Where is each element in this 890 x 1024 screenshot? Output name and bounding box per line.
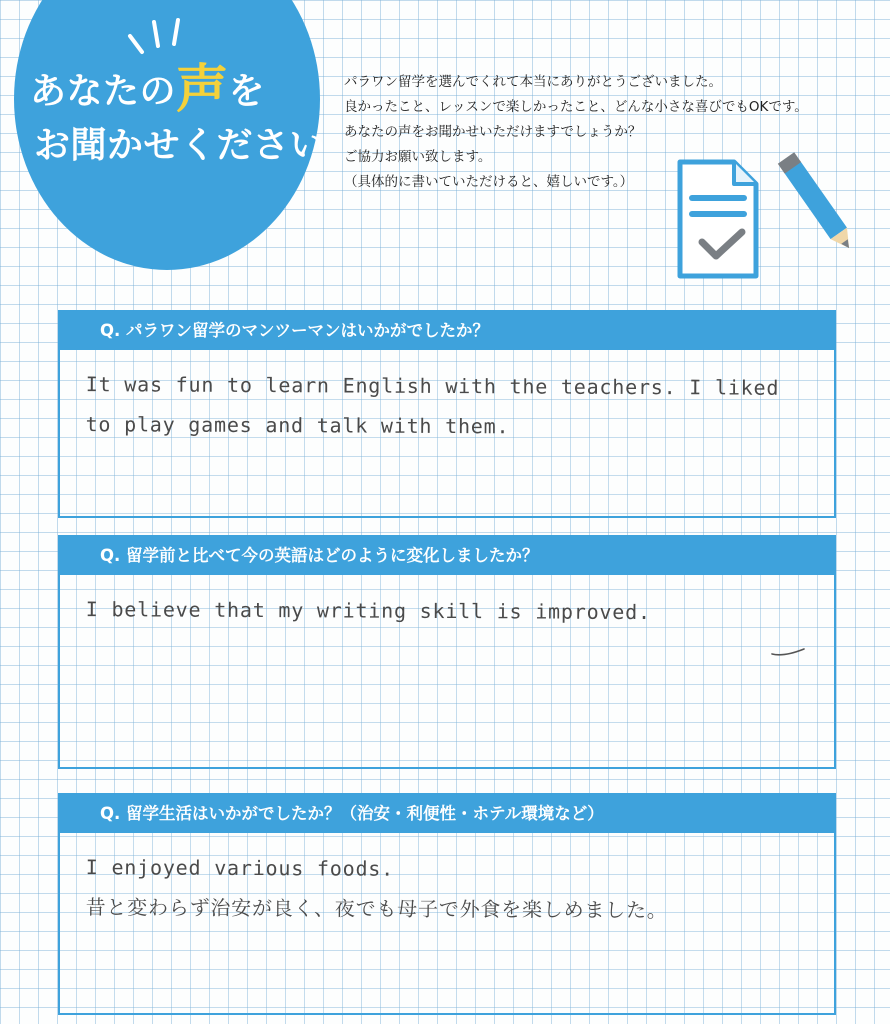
answer-text[interactable] xyxy=(60,350,834,448)
intro-line: パラワン留学を選んでくれて本当にありがとうございました。 xyxy=(344,74,722,90)
document-illustration xyxy=(672,152,850,282)
answer-line: It was fun to learn English with the teachers. I liked xyxy=(85,372,780,400)
intro-line: 良かったこと、レッスンで楽しかったこと、どんな小さな喜びでもOKです。 xyxy=(344,99,808,115)
pen-mark xyxy=(770,645,806,659)
intro-line: あなたの声をお聞かせいただけますでしょうか？ xyxy=(344,124,642,140)
page-title xyxy=(30,58,330,168)
question-label: Q. パラワン留学のマンツーマンはいかがでしたか？ xyxy=(60,312,834,350)
answer-line: to play games and talk with them. xyxy=(85,412,510,439)
question-box-1 xyxy=(58,310,836,518)
title-part2: を xyxy=(228,71,266,112)
answer-text[interactable] xyxy=(60,833,834,931)
document-check-icon xyxy=(680,162,756,276)
question-box-2 xyxy=(58,535,836,769)
question-box-3 xyxy=(58,793,836,1015)
intro-line: （具体的に書いていただけると、嬉しいです。） xyxy=(344,174,634,190)
answer-text[interactable] xyxy=(60,575,834,633)
question-label: Q. 留学生活はいかがでしたか？（治安・利便性・ホテル環境など） xyxy=(60,795,834,833)
answer-line: I enjoyed various foods. xyxy=(85,855,395,881)
answer-line: 昔と変わらず治安が良く、夜でも母子で外食を楽しめました。 xyxy=(85,895,668,923)
title-part1: あなたの xyxy=(30,71,177,112)
answer-line: I believe that my writing skill is improved. xyxy=(85,597,651,625)
question-label: Q. 留学前と比べて今の英語はどのように変化しましたか？ xyxy=(60,537,834,575)
pencil-icon xyxy=(778,152,850,254)
title-voice: 声 xyxy=(176,60,229,120)
title-line2: お聞かせください xyxy=(34,125,327,166)
intro-line: ご協力お願い致します。 xyxy=(344,149,492,165)
